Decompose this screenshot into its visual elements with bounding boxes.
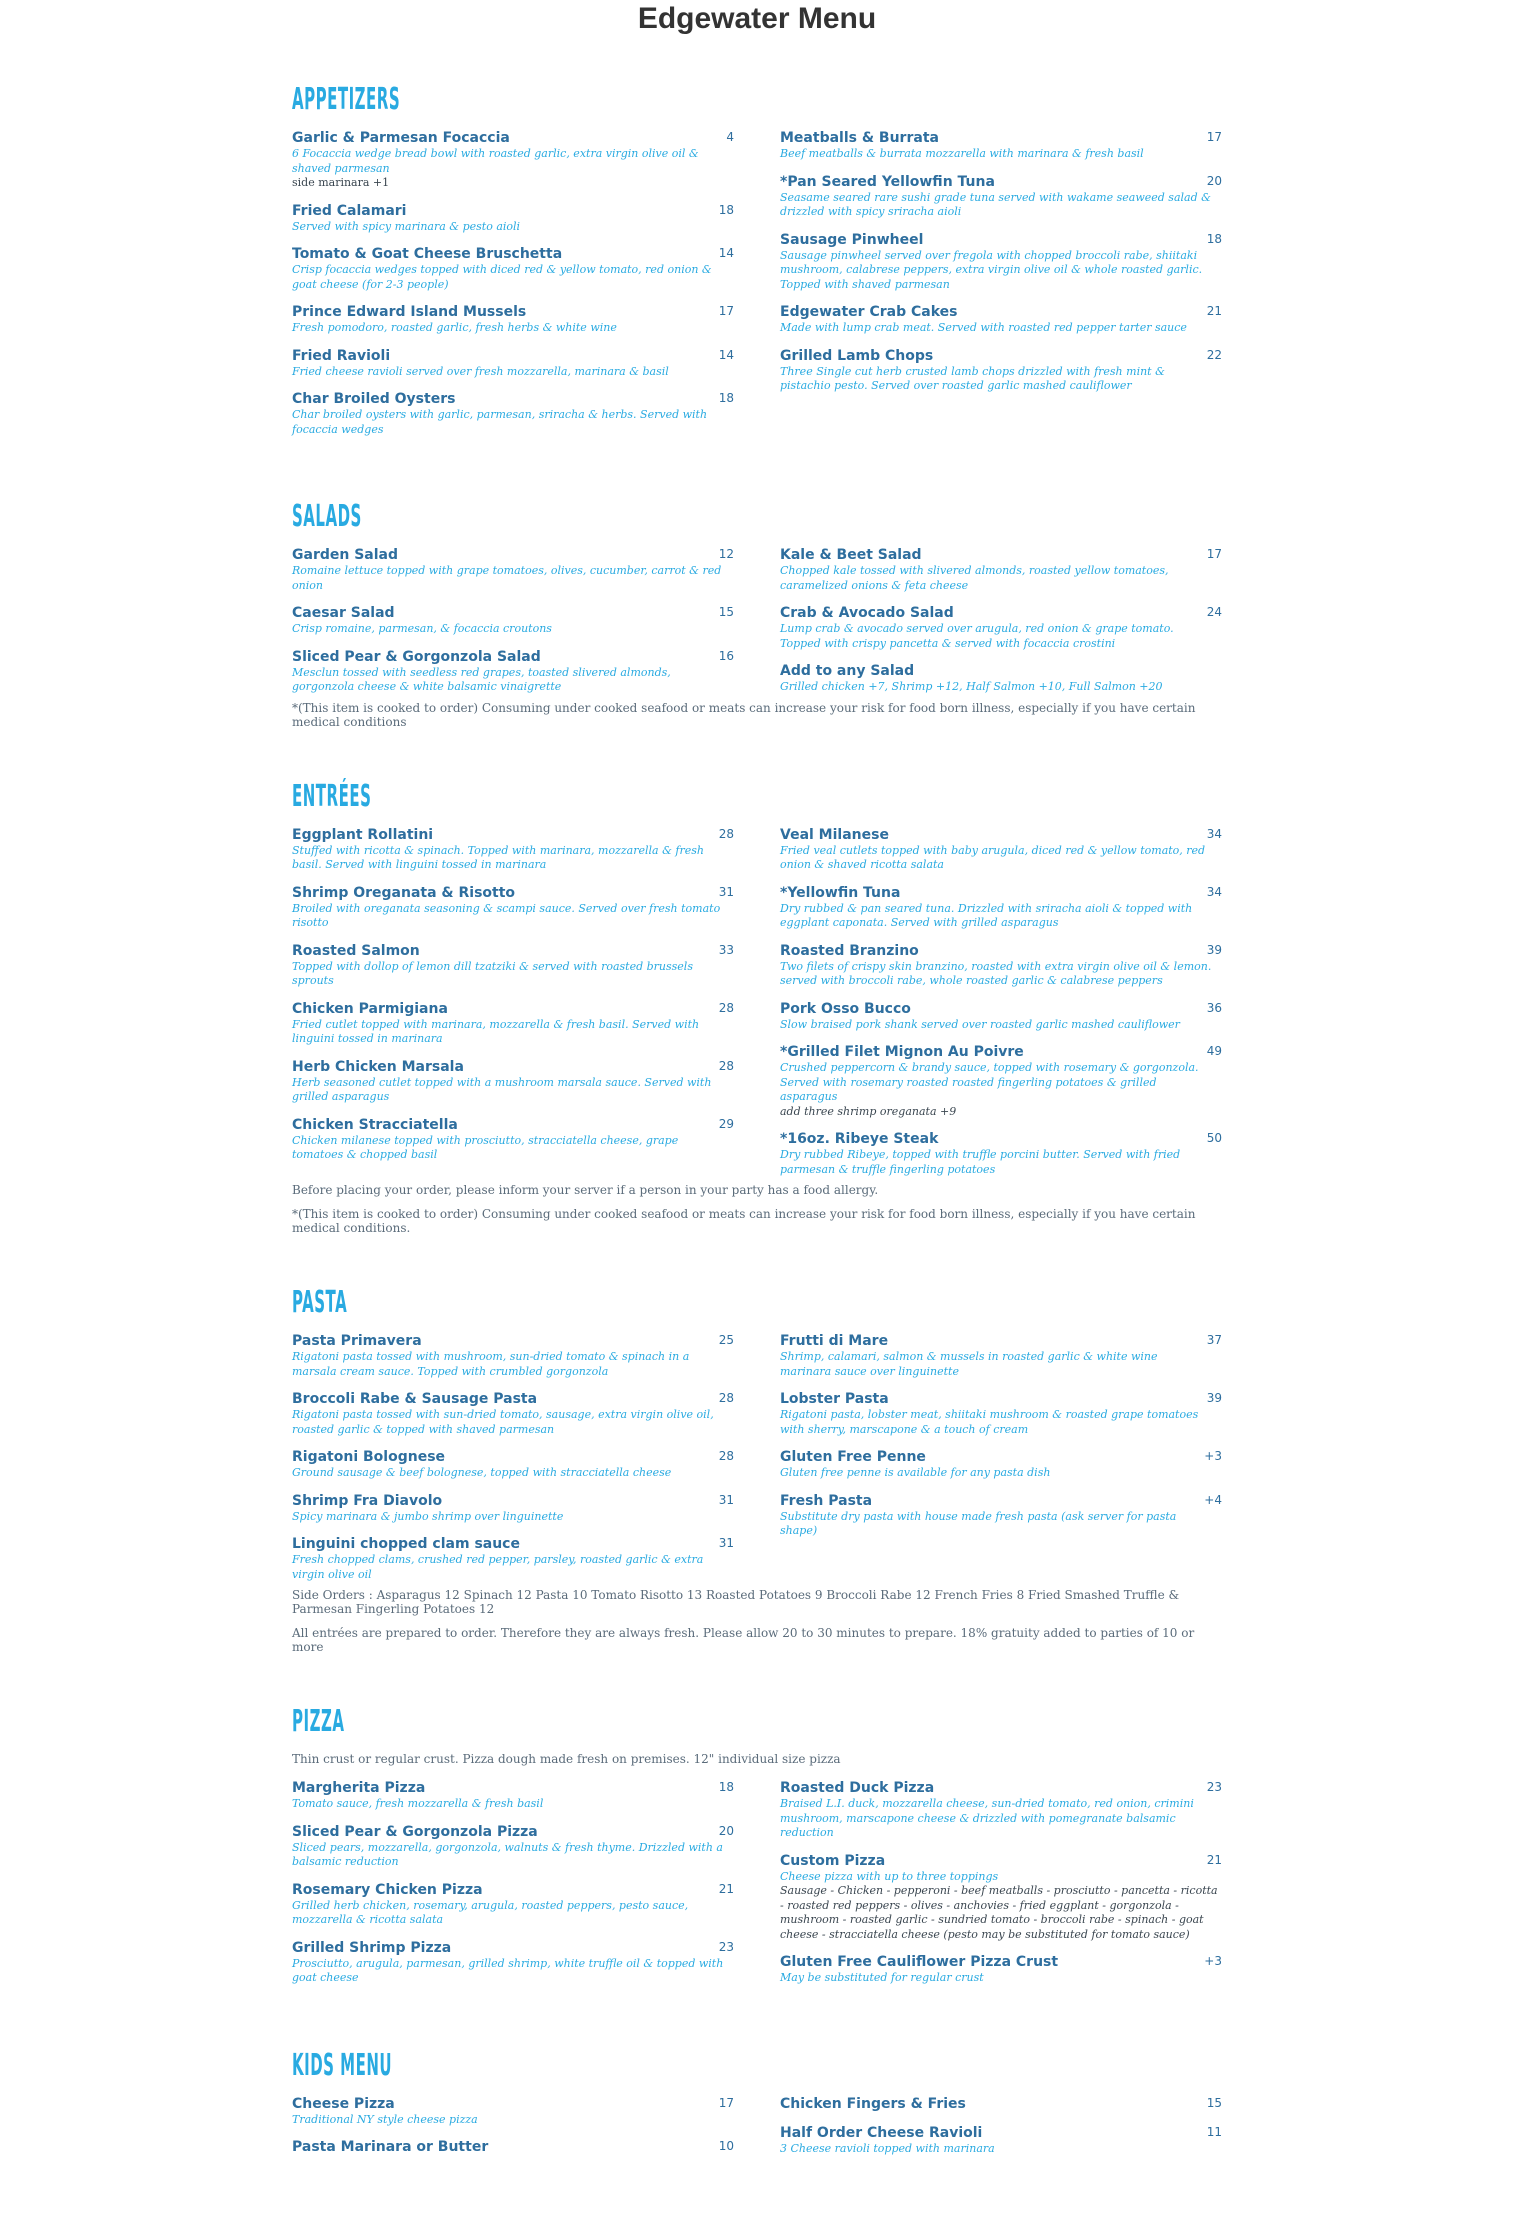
menu-item-price: 14 — [718, 246, 734, 260]
menu-item-description: Braised L.I. duck, mozzarella cheese, sun-dried tomato, red onion, crimini mushroom, marscapone cheese & drizzled with pomegranate balsamic reduction — [780, 1797, 1194, 1839]
section-title: ENTRÉES — [292, 778, 372, 814]
menu-item-description: Tomato sauce, fresh mozzarella & fresh basil — [292, 1797, 544, 1810]
menu-item-price: 22 — [1206, 347, 1222, 362]
menu-item — [292, 348, 734, 380]
right-column — [780, 827, 1222, 1190]
menu-item-price: 17 — [718, 2095, 734, 2110]
menu-item-name: Chicken Stracciatella — [292, 1116, 458, 1133]
section-columns — [292, 827, 1222, 1190]
menu-item-extra: add three shrimp oreganata +9 — [780, 1104, 957, 1118]
menu-item-price: +4 — [1204, 1492, 1222, 1507]
menu-item — [780, 943, 1222, 989]
menu-item-description: Romaine lettuce topped with grape tomatoes, olives, cucumber, carrot & red onion — [292, 564, 722, 592]
menu-item-description: Fried cutlet topped with marinara, mozzarella & fresh basil. Served with linguini tossed in marinara — [292, 1017, 700, 1045]
menu-item-price: 18 — [718, 391, 734, 405]
menu-section — [292, 777, 1222, 1236]
menu-item-price: 12 — [718, 547, 734, 561]
menu-item-description: Herb seasoned cutlet topped with a mushroom marsala sauce. Served with grilled asparagus — [292, 1075, 712, 1103]
section-note: *(This item is cooked to order) Consuming under cooked seafood or meats can increase your risk for food born illness, especially if you have certain medical conditions — [292, 700, 1196, 729]
menu-item — [780, 1391, 1222, 1437]
menu-item — [292, 1449, 734, 1481]
menu-item — [292, 649, 734, 695]
menu-item — [292, 246, 734, 292]
section-columns — [292, 547, 1222, 707]
menu-item — [292, 1493, 734, 1525]
menu-item-name: Fresh Pasta — [780, 1492, 873, 1509]
menu-item — [780, 348, 1222, 394]
menu-item — [292, 1001, 734, 1047]
menu-item-description: Rigatoni pasta tossed with sun-dried tomato, sausage, extra virgin olive oil, roasted garlic & topped with shaved parmesan — [292, 1408, 714, 1436]
menu-item — [292, 1333, 734, 1379]
menu-item — [292, 2139, 734, 2156]
menu-item-name: Shrimp Fra Diavolo — [292, 1492, 443, 1509]
menu-item-description: Made with lump crab meat. Served with roasted red pepper tarter sauce — [780, 321, 1187, 334]
menu-item-name: Veal Milanese — [780, 826, 889, 843]
menu-item — [780, 1780, 1222, 1841]
menu-item-name: Rosemary Chicken Pizza — [292, 1881, 483, 1898]
menu-item-price: 11 — [1206, 2124, 1222, 2139]
menu-item — [292, 130, 734, 191]
menu-item-name: Pork Osso Bucco — [780, 1000, 911, 1017]
menu-item-description: Grilled herb chicken, rosemary, arugula, roasted peppers, pesto sauce, mozzarella & ricotta salata — [292, 1898, 689, 1926]
menu-item-price: 15 — [718, 605, 734, 619]
menu-item-name: Prince Edward Island Mussels — [292, 304, 527, 320]
menu-item-description: Beef meatballs & burrata mozzarella with marinara & fresh basil — [780, 147, 1144, 160]
menu-item-description: Two filets of crispy skin branzino, roasted with extra virgin olive oil & lemon. served with broccoli rabe, whole roasted garlic & calabrese peppers — [780, 959, 1212, 987]
menu-item — [780, 130, 1222, 162]
menu-item — [292, 1059, 734, 1105]
menu-item-name: Edgewater Crab Cakes — [780, 304, 958, 320]
menu-item-description: Traditional NY style cheese pizza — [292, 2112, 478, 2126]
menu-item-description: Grilled chicken +7, Shrimp +12, Half Salmon +10, Full Salmon +20 — [780, 680, 1163, 693]
menu-item-name: Herb Chicken Marsala — [292, 1058, 464, 1075]
menu-item-price: 36 — [1206, 1000, 1222, 1015]
menu-item-name: Custom Pizza — [780, 1852, 886, 1869]
menu-item — [780, 1449, 1222, 1481]
section-columns — [292, 130, 1222, 449]
menu-item-price: 14 — [718, 347, 734, 362]
menu-item-name: Sliced Pear & Gorgonzola Pizza — [292, 1823, 538, 1840]
menu-item-description: Sausage pinwheel served over fregola with chopped broccoli rabe, shiitaki mushroom, calabrese peppers, extra virgin olive oil & whole roasted garlic. Topped with shaved parmesan — [780, 248, 1203, 291]
menu-item-name: Roasted Duck Pizza — [780, 1780, 935, 1796]
menu-item — [780, 827, 1222, 873]
menu-item-description: Sliced pears, mozzarella, gorgonzola, walnuts & fresh thyme. Drizzled with a balsamic reduction — [292, 1840, 723, 1868]
menu-item-price: 23 — [1206, 1780, 1222, 1794]
menu-item-description: May be substituted for regular crust — [780, 1971, 984, 1984]
menu-item — [780, 1001, 1222, 1033]
menu-section — [292, 1283, 1222, 1654]
menu-item-price: 28 — [718, 1449, 734, 1463]
right-column — [780, 1333, 1222, 1594]
menu-item-name: Rigatoni Bolognese — [292, 1449, 446, 1465]
section-note: All entrées are prepared to order. Therefore they are always fresh. Please allow 20 to 30 minutes to prepare. 18% gratuity added to parties of 10 or more — [292, 1626, 1195, 1654]
section-title: SALADS — [292, 499, 362, 534]
menu-item-name: Lobster Pasta — [780, 1391, 889, 1407]
menu-item-description: Crisp romaine, parmesan, & focaccia croutons — [292, 622, 552, 635]
menu-item-name: Shrimp Oreganata & Risotto — [292, 884, 516, 901]
section-columns — [292, 1780, 1222, 1998]
menu-item-name: Garden Salad — [292, 547, 398, 563]
menu-item — [780, 1853, 1222, 1943]
menu-item-description: Cheese pizza with up to three toppings — [780, 1869, 999, 1883]
section-title: PIZZA — [292, 1704, 345, 1739]
menu-item — [292, 1536, 734, 1582]
menu-item-name: Roasted Salmon — [292, 942, 420, 959]
menu-item-price: 28 — [718, 1391, 734, 1405]
left-column — [292, 547, 734, 707]
left-column — [292, 2096, 734, 2169]
menu-item — [780, 2096, 1222, 2113]
menu-item-name: Char Broiled Oysters — [292, 391, 456, 407]
menu-item-description: Ground sausage & beef bolognese, topped with stracciatella cheese — [292, 1466, 672, 1479]
page-title: Edgewater Menu — [637, 2, 877, 35]
menu-item-price: 31 — [718, 1492, 734, 1507]
right-column — [780, 547, 1222, 707]
menu-item-description: Char broiled oysters with garlic, parmesan, sriracha & herbs. Served with focaccia wedges — [292, 408, 708, 436]
menu-item-price: 21 — [1206, 304, 1222, 318]
menu-item-price: 25 — [718, 1333, 734, 1347]
menu-item-name: Sausage Pinwheel — [780, 231, 924, 248]
left-column — [292, 1780, 734, 1998]
menu-item-price: 10 — [718, 2139, 734, 2153]
section-note: Before placing your order, please inform your server if a person in your party has a food allergy. — [292, 1183, 879, 1197]
right-column — [780, 1780, 1222, 1998]
menu-item-name: Tomato & Goat Cheese Bruschetta — [292, 246, 563, 262]
menu-item-price: 20 — [718, 1823, 734, 1838]
menu-item-price: 50 — [1206, 1131, 1222, 1145]
menu-item-description: Topped with dollop of lemon dill tzatziki & served with roasted brussels sprouts — [292, 959, 693, 987]
section-intro: Thin crust or regular crust. Pizza dough made fresh on premises. 12" individual size pizza — [292, 1752, 841, 1766]
right-column — [780, 130, 1222, 449]
menu-item-name: Kale & Beet Salad — [780, 547, 922, 563]
menu-item-price: 18 — [718, 1780, 734, 1794]
menu-section — [292, 497, 1222, 729]
menu-item-price: 18 — [718, 202, 734, 217]
menu-item-price: 28 — [718, 1000, 734, 1015]
menu-item — [292, 827, 734, 873]
menu-item — [292, 1882, 734, 1928]
menu-item-name: Cheese Pizza — [292, 2095, 395, 2112]
menu-item-description: Dry rubbed Ribeye, topped with truffle porcini butter. Served with fried parmesan & truffle fingerling potatoes — [780, 1148, 1181, 1176]
menu-item — [780, 605, 1222, 651]
menu-item-name: Broccoli Rabe & Sausage Pasta — [292, 1391, 538, 1407]
menu-item-price: 24 — [1206, 605, 1222, 619]
menu-item-name: Margherita Pizza — [292, 1780, 426, 1796]
menu-item-name: Pasta Marinara or Butter — [292, 2139, 489, 2155]
menu-item-price: 18 — [1206, 231, 1222, 246]
menu-item-price: +3 — [1204, 1954, 1222, 1968]
menu-item-description: Dry rubbed & pan seared tuna. Drizzled with sriracha aioli & topped with eggplant caponata. Served with grilled asparagus — [780, 901, 1193, 929]
menu-item — [292, 1780, 734, 1812]
menu-item — [780, 232, 1222, 293]
section-columns — [292, 1333, 1222, 1594]
menu-item-description: Stuffed with ricotta & spinach. Topped with marinara, mozzarella & fresh basil. Served with linguini tossed in marinara — [292, 843, 704, 871]
menu-item — [780, 1493, 1222, 1539]
menu-item-name: Grilled Lamb Chops — [780, 347, 934, 364]
menu-item — [292, 391, 734, 437]
menu-content — [292, 80, 1222, 2216]
menu-item-description: Gluten free penne is available for any pasta dish — [780, 1466, 1051, 1479]
menu-item — [292, 1117, 734, 1163]
menu-section — [292, 1702, 1222, 1998]
menu-item — [780, 547, 1222, 593]
menu-item — [780, 885, 1222, 931]
menu-item — [292, 1391, 734, 1437]
menu-item-price: 31 — [718, 884, 734, 899]
menu-item-description: Fried cheese ravioli served over fresh mozzarella, marinara & basil — [292, 364, 669, 378]
menu-item-description: Chopped kale tossed with slivered almonds, roasted yellow tomatoes, caramelized onions & feta cheese — [780, 564, 1169, 592]
menu-item — [780, 2125, 1222, 2157]
menu-item — [292, 304, 734, 336]
menu-item-price: 29 — [718, 1116, 734, 1131]
menu-item — [780, 304, 1222, 336]
menu-item-price: 17 — [1206, 130, 1222, 144]
menu-item-description: Served with spicy marinara & pesto aioli — [292, 219, 521, 233]
menu-item — [780, 1131, 1222, 1177]
menu-item-name: Grilled Shrimp Pizza — [292, 1939, 452, 1956]
menu-item — [292, 203, 734, 235]
menu-item-name: Add to any Salad — [780, 663, 915, 679]
menu-item-description: Prosciutto, arugula, parmesan, grilled shrimp, white truffle oil & topped with goat cheese — [292, 1956, 724, 1984]
menu-item-description: Chicken milanese topped with prosciutto, stracciatella cheese, grape tomatoes & chopped basil — [292, 1133, 679, 1161]
menu-item — [780, 174, 1222, 220]
menu-item-name: *Pan Seared Yellowfin Tuna — [780, 173, 995, 190]
menu-item-price: 33 — [718, 942, 734, 957]
menu-item — [780, 1333, 1222, 1379]
menu-item-price: 28 — [718, 1058, 734, 1073]
menu-item-description: Spicy marinara & jumbo shrimp over linguinette — [292, 1509, 564, 1523]
menu-item-description: Fried veal cutlets topped with baby arugula, diced red & yellow tomato, red onion & shaved ricotta salata — [780, 843, 1206, 871]
menu-item-price: +3 — [1204, 1449, 1222, 1463]
menu-item-description: Crisp focaccia wedges topped with diced red & yellow tomato, red onion & goat cheese (for 2-3 people) — [292, 263, 712, 291]
menu-item-price: 28 — [718, 826, 734, 841]
menu-item-description: Rigatoni pasta, lobster meat, shiitaki mushroom & roasted grape tomatoes with sherry, marscapone & a touch of cream — [780, 1408, 1199, 1436]
left-column — [292, 130, 734, 449]
menu-item-price: 39 — [1206, 942, 1222, 957]
menu-item-price: 20 — [1206, 173, 1222, 188]
menu-item-price: 21 — [718, 1881, 734, 1896]
section-title: PASTA — [292, 1285, 348, 1320]
menu-item-name: Pasta Primavera — [292, 1333, 422, 1349]
menu-item-name: Eggplant Rollatini — [292, 826, 434, 843]
menu-item — [292, 1824, 734, 1870]
section-columns — [292, 2096, 1222, 2169]
section-title: APPETIZERS — [292, 82, 401, 117]
menu-item-name: Chicken Parmigiana — [292, 1000, 448, 1017]
menu-section — [292, 2046, 1222, 2169]
menu-item-price: 17 — [718, 304, 734, 318]
menu-item-price: 34 — [1206, 826, 1222, 841]
menu-item-name: Crab & Avocado Salad — [780, 605, 954, 621]
menu-item-price: 31 — [718, 1536, 734, 1550]
right-column — [780, 2096, 1222, 2169]
menu-item-name: Gluten Free Penne — [780, 1449, 926, 1465]
menu-item-price: 37 — [1206, 1333, 1222, 1347]
menu-item-name: Meatballs & Burrata — [780, 130, 939, 146]
menu-item-name: Gluten Free Cauliflower Pizza Crust — [780, 1954, 1059, 1970]
menu-item-price: 17 — [1206, 547, 1222, 561]
menu-item-name: Caesar Salad — [292, 605, 395, 621]
menu-item-description: Seasame seared rare sushi grade tuna served with wakame seaweed salad & drizzled with spicy sriracha aioli — [780, 190, 1211, 218]
left-column — [292, 1333, 734, 1594]
menu-item-price: 4 — [726, 130, 734, 144]
menu-item-price: 39 — [1206, 1391, 1222, 1405]
menu-item — [292, 943, 734, 989]
menu-item — [780, 1044, 1222, 1119]
menu-item-description: Shrimp, calamari, salmon & mussels in roasted garlic & white wine marinara sauce over linguinette — [780, 1350, 1158, 1378]
menu-item — [780, 663, 1222, 695]
menu-item-description: 6 Focaccia wedge bread bowl with roasted garlic, extra virgin olive oil & shaved parmesan — [292, 147, 699, 175]
menu-item-name: *16oz. Ribeye Steak — [780, 1131, 939, 1147]
menu-item-extra: side marinara +1 — [292, 176, 390, 189]
menu-item-description: Substitute dry pasta with house made fresh pasta (ask server for pasta shape) — [780, 1509, 1177, 1537]
menu-item-price: 15 — [1206, 2095, 1222, 2110]
menu-item-description: Rigatoni pasta tossed with mushroom, sun-dried tomato & spinach in a marsala cream sauce. Topped with crumbled gorgonzola — [292, 1350, 690, 1378]
menu-item-description: Slow braised pork shank served over roasted garlic mashed cauliflower — [780, 1017, 1180, 1031]
menu-item-price: 16 — [718, 648, 734, 663]
menu-item-description: Fresh pomodoro, roasted garlic, fresh herbs & white wine — [292, 321, 617, 334]
section-note: *(This item is cooked to order) Consuming under cooked seafood or meats can increase your risk for food born illness, especially if you have certain medical conditions. — [292, 1207, 1196, 1235]
menu-item-name: Frutti di Mare — [780, 1333, 889, 1349]
menu-item-name: *Grilled Filet Mignon Au Poivre — [780, 1044, 1024, 1060]
menu-item — [292, 1940, 734, 1986]
left-column — [292, 827, 734, 1190]
menu-item-name: Fried Ravioli — [292, 347, 391, 364]
menu-item-price: 34 — [1206, 884, 1222, 899]
menu-item-description: 3 Cheese ravioli topped with marinara — [780, 2141, 995, 2155]
menu-item-description: Fresh chopped clams, crushed red pepper, parsley, roasted garlic & extra virgin olive oil — [292, 1553, 704, 1581]
menu-item-name: Fried Calamari — [292, 202, 407, 219]
section-title: KIDS MENU — [292, 2047, 393, 2083]
menu-item-name: Garlic & Parmesan Focaccia — [292, 130, 510, 146]
menu-item-name: Roasted Branzino — [780, 942, 919, 959]
menu-item — [292, 2096, 734, 2128]
menu-item — [292, 605, 734, 637]
menu-item-price: 21 — [1206, 1852, 1222, 1867]
menu-item-description: Lump crab & avocado served over arugula, red onion & grape tomato. Topped with crispy pancetta & served with focaccia crostini — [780, 622, 1174, 650]
section-note: Side Orders : Asparagus 12 Spinach 12 Pasta 10 Tomato Risotto 13 Roasted Potatoes 9 Broccoli Rabe 12 French Fries 8 Fried Smashed Truffle & Parmesan Fingerling Potatoes 12 — [292, 1588, 1180, 1616]
menu-item — [292, 547, 734, 593]
menu-item-description: Broiled with oreganata seasoning & scampi sauce. Served over fresh tomato risotto — [292, 901, 721, 929]
menu-item-name: *Yellowfin Tuna — [780, 884, 901, 901]
menu-item-description: Mesclun tossed with seedless red grapes, toasted slivered almonds, gorgonzola cheese & white balsamic vinaigrette — [292, 665, 671, 693]
menu-item-price: 49 — [1206, 1044, 1222, 1058]
menu-item-description: Three Single cut herb crusted lamb chops drizzled with fresh mint & pistachio pesto. Served over roasted garlic mashed cauliflower — [780, 364, 1165, 392]
menu-item-name: Chicken Fingers & Fries — [780, 2095, 966, 2112]
menu-item-name: Sliced Pear & Gorgonzola Salad — [292, 648, 541, 665]
menu-item-description: Crushed peppercorn & brandy sauce, topped with rosemary & gorgonzola. Served with rosemary roasted roasted fingerling potatoes & grilled asparagus — [780, 1061, 1199, 1103]
menu-item-name: Linguini chopped clam sauce — [292, 1536, 520, 1552]
menu-item-extra: Sausage - Chicken - pepperoni - beef meatballs - prosciutto - pancetta - ricotta - roasted red peppers - olives - anchovies - fried eggplant - gorgonzola - mushroom - roasted garlic - sundried tomato - broccoli rabe - spinach - goat cheese - stracciatella cheese (pesto may be substituted for tomato sauce) — [780, 1884, 1218, 1941]
menu-section — [292, 80, 1222, 449]
menu-item — [780, 1954, 1222, 1986]
menu-item — [292, 885, 734, 931]
menu-item-name: Half Order Cheese Ravioli — [780, 2124, 983, 2141]
menu-item-price: 23 — [718, 1939, 734, 1954]
